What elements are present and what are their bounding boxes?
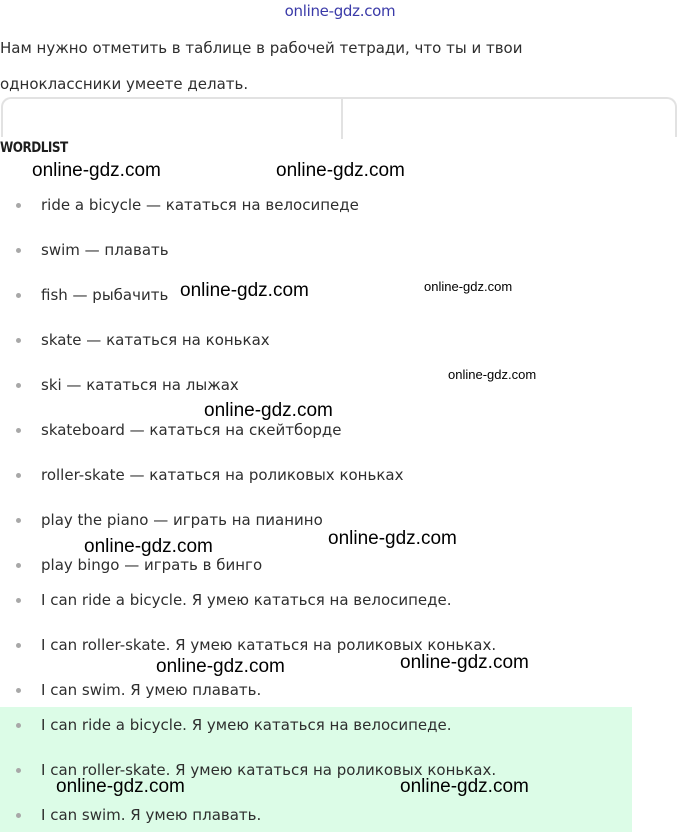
- intro-line-2: одноклассники умеете делать.: [0, 75, 249, 93]
- bullet-icon: [16, 813, 21, 818]
- bullet-icon: [16, 293, 21, 298]
- sentence-text: I can ride a bicycle. Я умею кататься на велосипеде.: [41, 591, 452, 609]
- list-item-text: roller-skate — кататься на роликовых коньках: [41, 466, 404, 484]
- answer-table: [1, 97, 677, 137]
- sentence-text: I can roller-skate. Я умею кататься на роликовых коньках.: [41, 636, 497, 654]
- list-item-text: skate — кататься на коньках: [41, 331, 270, 349]
- bullet-icon: [16, 473, 21, 478]
- watermark: online-gdz.com: [204, 400, 333, 421]
- watermark: online-gdz.com: [156, 656, 285, 677]
- watermark: online-gdz.com: [276, 160, 405, 181]
- sentence-text: I can ride a bicycle. Я умею кататься на велосипеде.: [41, 716, 452, 734]
- list-item-text: skateboard — кататься на скейтборде: [41, 421, 342, 439]
- intro-paragraph: [0, 30, 670, 102]
- watermark: online-gdz.com: [328, 528, 457, 549]
- watermark: online-gdz.com: [400, 652, 529, 673]
- sentence-text: I can swim. Я умею плавать.: [41, 681, 262, 699]
- sentence-text: I can swim. Я умею плавать.: [41, 806, 262, 824]
- list-item-text: fish — рыбачить: [41, 286, 169, 304]
- watermark: online-gdz.com: [32, 160, 161, 181]
- watermark: online-gdz.com: [56, 776, 185, 797]
- site-header-watermark: online-gdz.com: [284, 2, 396, 20]
- list-item-text: swim — плавать: [41, 241, 169, 259]
- bullet-icon: [16, 518, 21, 523]
- list-item-text: ride a bicycle — кататься на велосипеде: [41, 196, 359, 214]
- bullet-icon: [16, 643, 21, 648]
- watermark: online-gdz.com: [180, 280, 309, 301]
- bullet-icon: [16, 563, 21, 568]
- list-item-text: ski — кататься на лыжах: [41, 376, 239, 394]
- watermark: online-gdz.com: [84, 536, 213, 557]
- bullet-icon: [16, 428, 21, 433]
- bullet-icon: [16, 768, 21, 773]
- intro-line-1: Нам нужно отметить в таблице в рабочей тетради, что ты и твои: [0, 39, 523, 57]
- bullet-icon: [16, 598, 21, 603]
- bullet-icon: [16, 383, 21, 388]
- table-divider: [341, 99, 343, 139]
- bullet-icon: [16, 723, 21, 728]
- wordlist-title: WORDLIST: [0, 140, 68, 156]
- bullet-icon: [16, 688, 21, 693]
- bullet-icon: [16, 203, 21, 208]
- list-item-text: play the piano — играть на пианино: [41, 511, 323, 529]
- sentence-text: I can roller-skate. Я умею кататься на роликовых коньках.: [41, 761, 497, 779]
- list-item-text: play bingo — играть в бинго: [41, 556, 263, 574]
- watermark: online-gdz.com: [448, 367, 537, 382]
- watermark: online-gdz.com: [424, 279, 513, 294]
- bullet-icon: [16, 248, 21, 253]
- bullet-icon: [16, 338, 21, 343]
- watermark: online-gdz.com: [400, 776, 529, 797]
